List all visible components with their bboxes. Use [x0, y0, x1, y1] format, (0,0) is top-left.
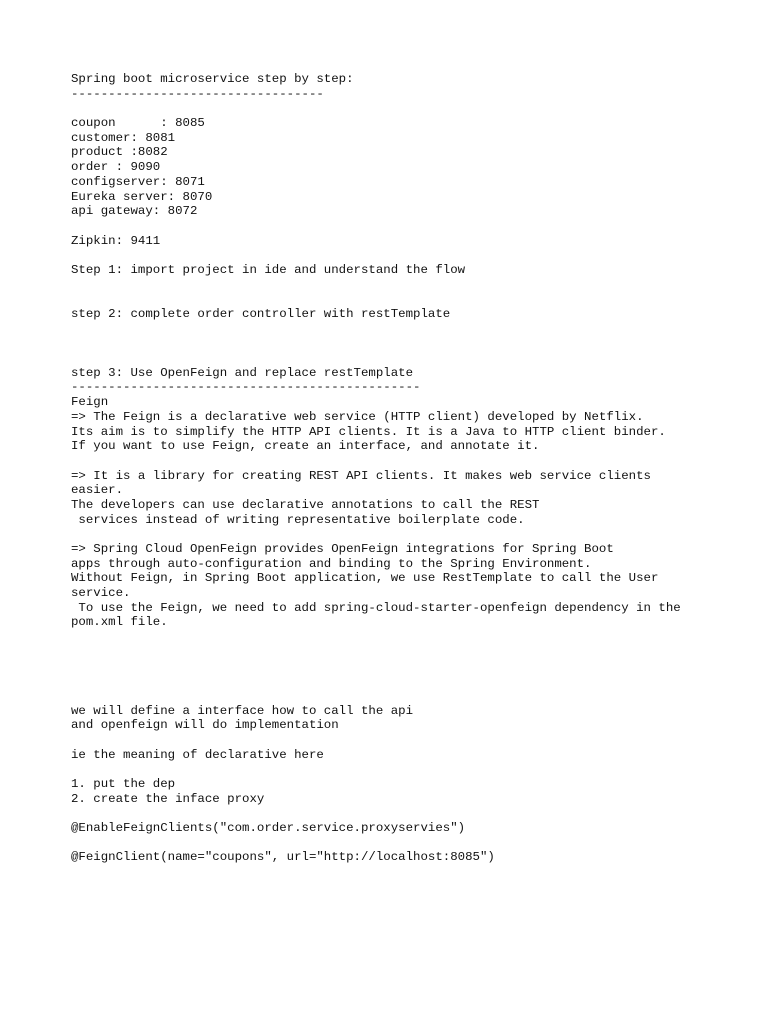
text-line: service.	[71, 586, 131, 601]
text-line: step 2: complete order controller with restTemplate	[71, 307, 451, 321]
text-line: api gateway: 8072	[71, 204, 198, 219]
blank-line	[71, 351, 751, 366]
text-line: and openfeign will do implementation	[71, 718, 339, 733]
text-line: 1. put the dep	[71, 777, 176, 791]
blank-line	[71, 219, 751, 234]
blank-line	[71, 806, 751, 821]
text-line: step 3: Use OpenFeign and replace restTemplate	[71, 365, 414, 380]
blank-line	[71, 322, 751, 337]
text-line: services instead of writing representative boilerplate code.	[71, 512, 525, 527]
blank-line	[71, 836, 751, 851]
blank-line	[71, 660, 751, 675]
text-line: Its aim is to simplify the HTTP API clients. It is a Java to HTTP client binder.	[71, 424, 666, 439]
text-line: @EnableFeignClients("com.order.service.proxyservies")	[71, 821, 466, 836]
text-line: If you want to use Feign, create an interface, and annotate it.	[71, 439, 540, 454]
blank-line	[71, 630, 751, 645]
text-line: coupon : 8085	[71, 116, 205, 131]
text-line: To use the Feign, we need to add spring-cloud-starter-openfeign dependency in the	[71, 600, 681, 615]
text-line: configserver: 8071	[71, 174, 205, 189]
text-line: => It is a library for creating REST API clients. It makes web service clients	[71, 468, 651, 483]
text-line: @FeignClient(name="coupons", url="http://localhost:8085")	[71, 850, 495, 865]
text-line: Eureka server: 8070	[71, 189, 213, 204]
text-line: easier.	[71, 483, 124, 498]
blank-line	[71, 527, 751, 542]
text-line: -----------------------------------------------	[71, 380, 421, 395]
text-line: => Spring Cloud OpenFeign provides OpenFeign integrations for Spring Boot	[71, 542, 614, 556]
text-line: => The Feign is a declarative web service (HTTP client) developed by Netflix.	[71, 409, 644, 424]
blank-line	[71, 292, 751, 307]
document-text	[71, 72, 751, 865]
text-line: 2. create the inface proxy	[71, 791, 265, 806]
text-line: Spring boot microservice step by step:	[71, 72, 354, 86]
text-line: order : 9090	[71, 160, 161, 175]
text-line: The developers can use declarative annotations to call the REST	[71, 497, 540, 512]
text-line: pom.xml file.	[71, 615, 168, 630]
text-line: customer: 8081	[71, 130, 176, 145]
blank-line	[71, 336, 751, 351]
blank-line	[71, 689, 751, 704]
blank-line	[71, 248, 751, 263]
blank-line	[71, 733, 751, 748]
blank-line	[71, 278, 751, 293]
text-line: Feign	[71, 395, 109, 410]
text-line: ----------------------------------	[71, 86, 324, 101]
text-line: ie the meaning of declarative here	[71, 747, 324, 762]
text-line: apps through auto-configuration and binding to the Spring Environment.	[71, 556, 592, 571]
blank-line	[71, 674, 751, 689]
blank-line	[71, 645, 751, 660]
blank-line	[71, 762, 751, 777]
text-line: product :8082	[71, 145, 168, 160]
blank-line	[71, 101, 751, 116]
text-line: Without Feign, in Spring Boot application, we use RestTemplate to call the User	[71, 571, 659, 586]
text-line: Step 1: import project in ide and understand the flow	[71, 262, 466, 277]
text-line: we will define a interface how to call the api	[71, 703, 414, 718]
blank-line	[71, 454, 751, 469]
text-line: Zipkin: 9411	[71, 233, 161, 248]
